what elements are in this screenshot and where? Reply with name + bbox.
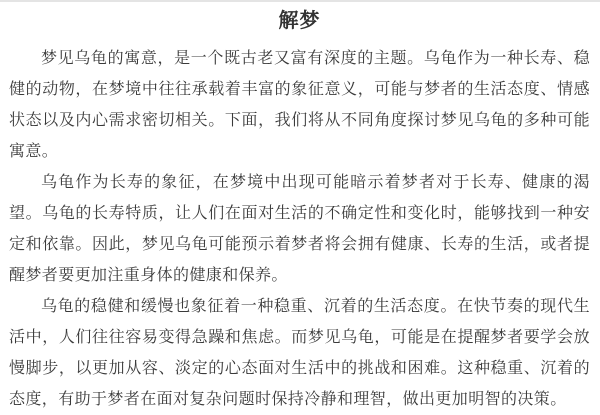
page-title: 解梦 xyxy=(278,10,321,32)
paragraph-steadiness: 乌龟的稳健和缓慢也象征着一种稳重、沉着的生活态度。在快节奏的现代生活中，人们往往容易变得急躁和焦虑。而梦见乌龟，可能是在提醒梦者要学会放慢脚步，以更加从容、淡定的心态面对生活中的挑战和困难。这种稳重、沉着的态度，有助于梦者在面对复杂问题时保持冷静和理智，做出更加明智的决策。 xyxy=(9,298,590,408)
paragraph-intro: 梦见乌龟的寓意，是一个既古老又富有深度的主题。乌龟作为一种长寿、稳健的动物，在梦境中往往承载着丰富的象征意义，可能与梦者的生活态度、情感状态以及内心需求密切相关。下面，我们将从不同角度探讨梦见乌龟的多种可能寓意。 xyxy=(9,50,590,160)
paragraph-longevity: 乌龟作为长寿的象征，在梦境中出现可能暗示着梦者对于长寿、健康的渴望。乌龟的长寿特质，让人们在面对生活的不确定性和变化时，能够找到一种安定和依靠。因此，梦见乌龟可能预示着梦者将会拥有健康、长寿的生活，或者提醒梦者要更加注重身体的健康和保养。 xyxy=(9,174,590,284)
